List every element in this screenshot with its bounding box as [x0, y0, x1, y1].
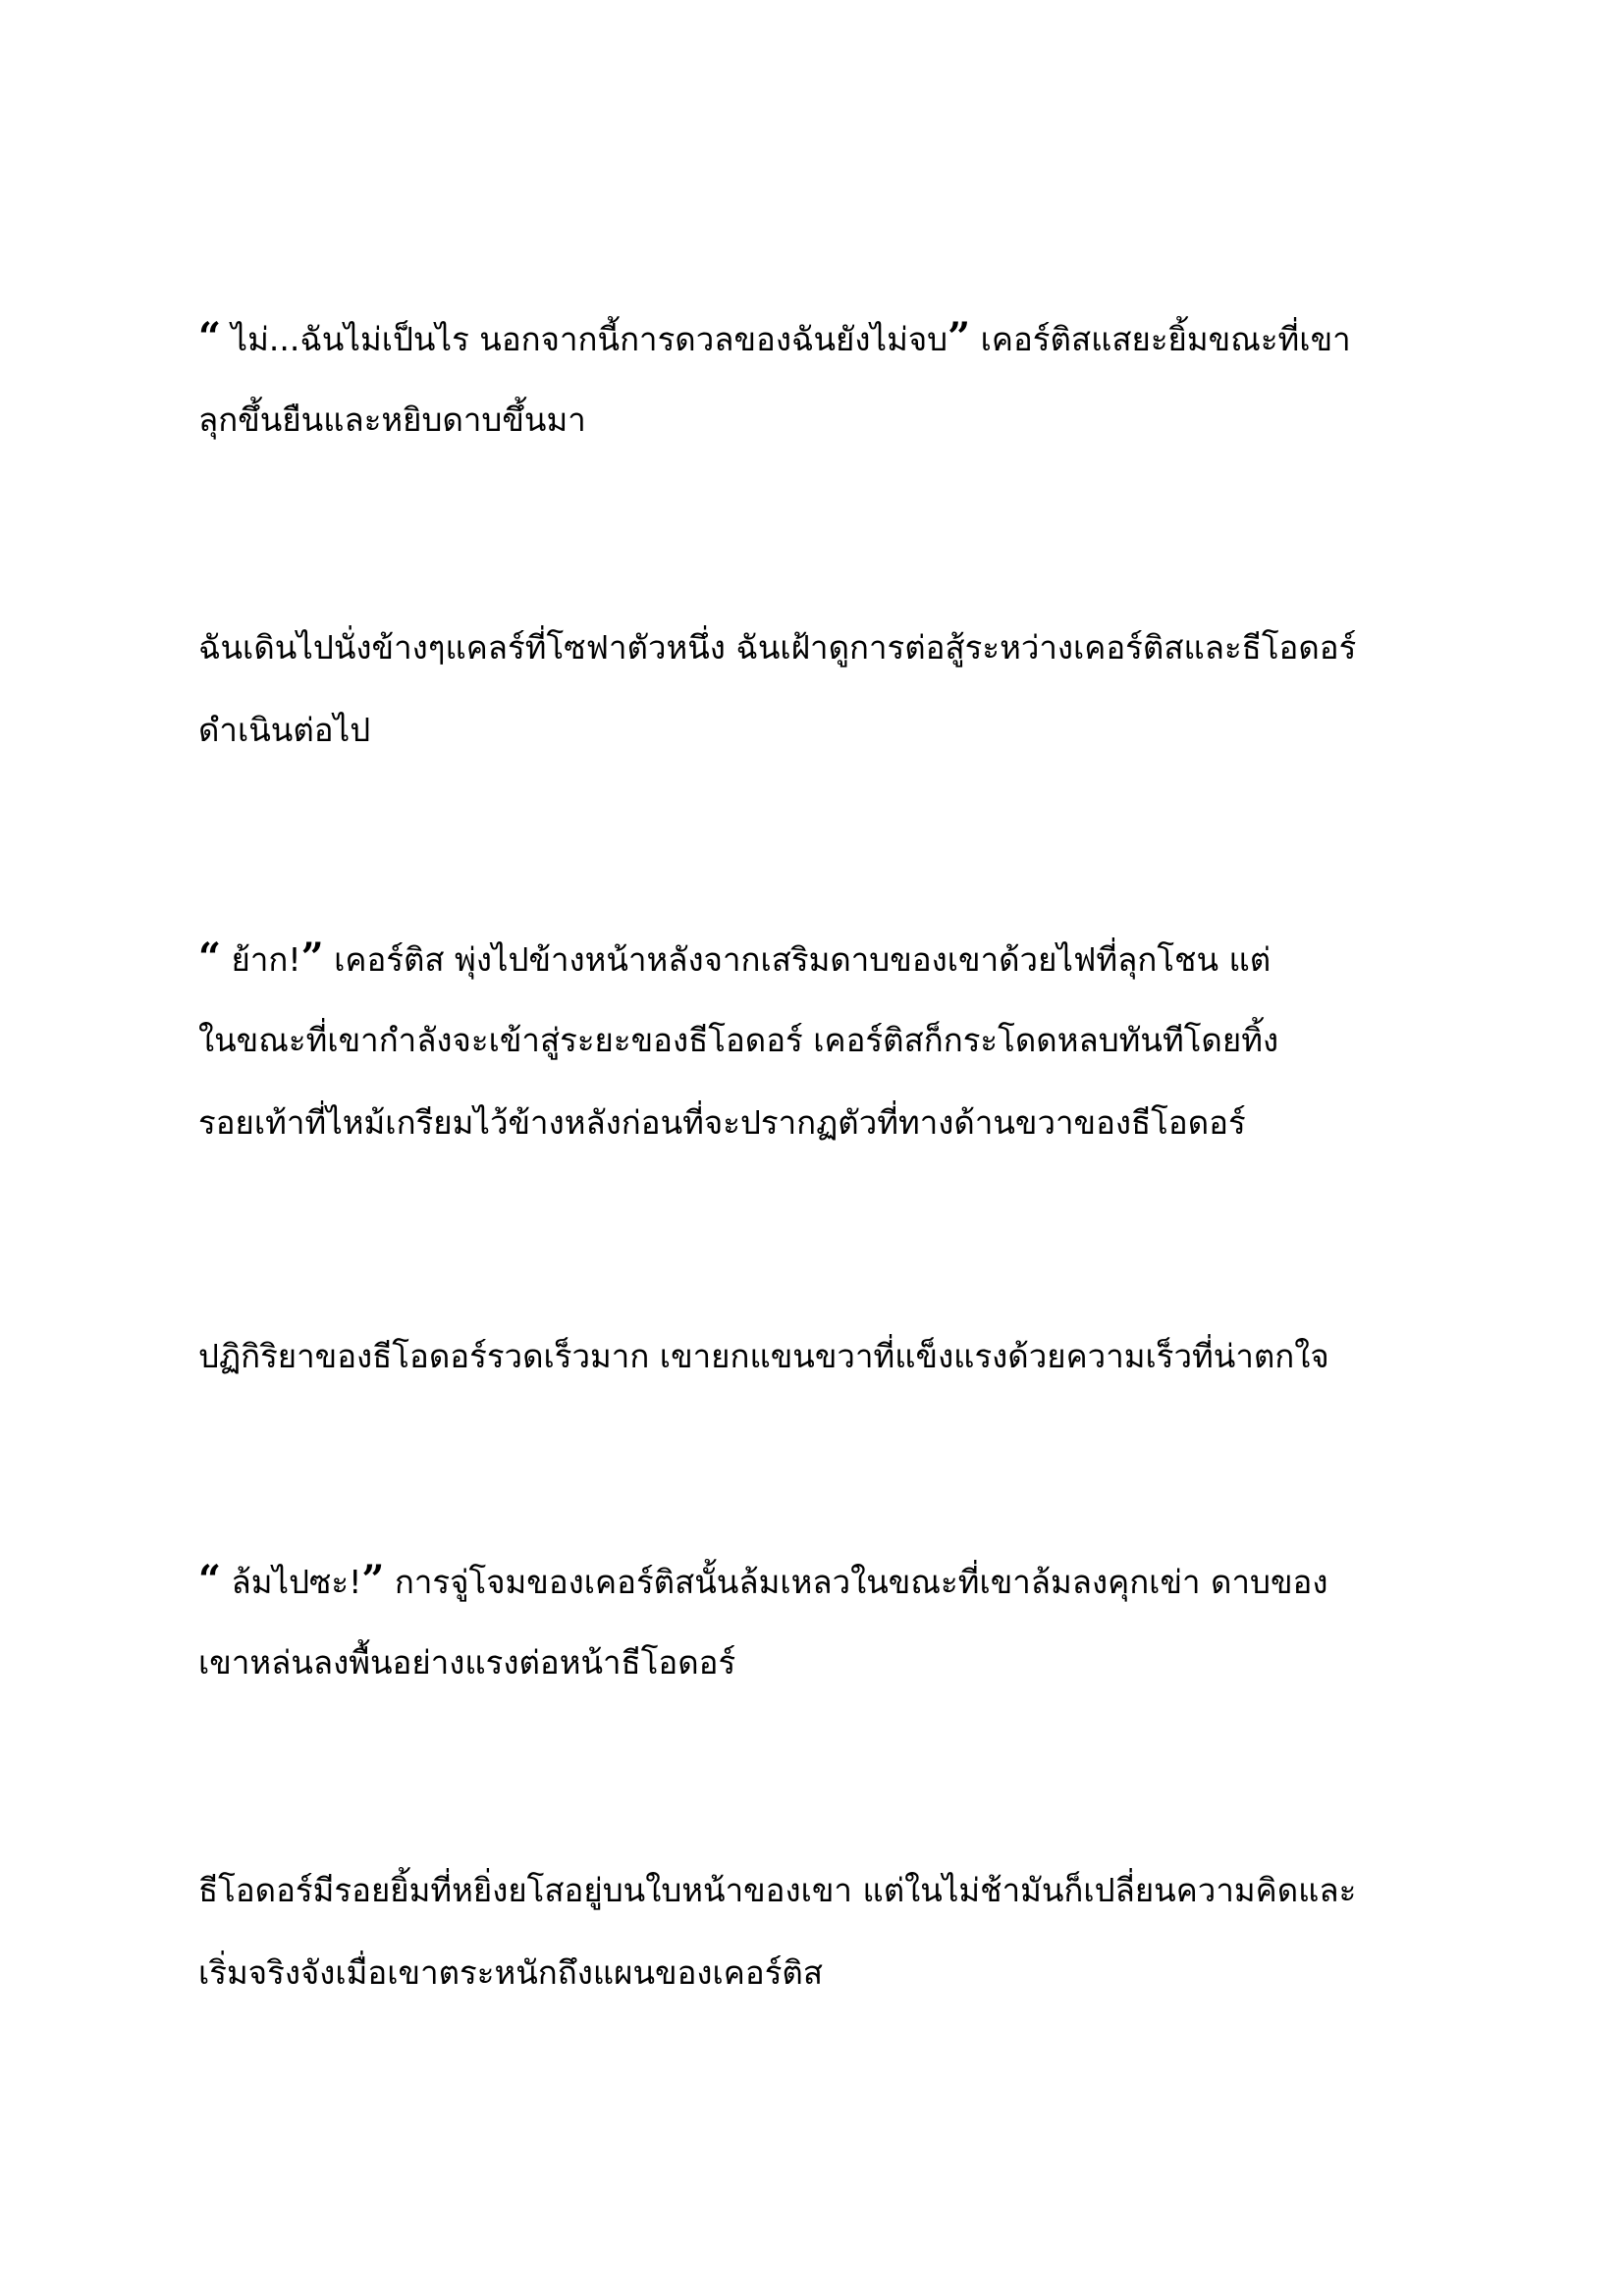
narration-text: เคอร์ติส พุ่งไปข้างหน้าหลังจากเสริมดาบของเขาด้วยไฟที่ลุกโชน แต่ — [323, 940, 1272, 979]
close-quote-mark: ” — [361, 1557, 385, 1603]
paragraph-2 — [198, 607, 1465, 772]
paragraph-line — [198, 1539, 1465, 1622]
paragraph-line: ในขณะที่เขากำลังจะเข้าสู่ระยะของธีโอดอร์ เคอร์ติสก็กระโดดหลบทันทีโดยทิ้ง — [198, 1021, 1279, 1059]
close-quote-mark: ” — [300, 934, 324, 981]
open-quote-mark: “ — [198, 934, 222, 981]
paragraph-line: ฉันเดินไปนั่งข้างๆแคลร์ที่โซฟาตัวหนึ่ง ฉันเฝ้าดูการต่อสู้ระหว่างเคอร์ติสและธีโอดอร์ — [198, 628, 1357, 667]
paragraph-line: เขาหล่นลงพื้นอย่างแรงต่อหน้าธีโอดอร์ — [198, 1643, 736, 1682]
open-quote-mark: “ — [198, 314, 222, 360]
paragraph-5 — [198, 1539, 1465, 1704]
paragraph-line: ธีโอดอร์มีรอยยิ้มที่หยิ่งยโสอยู่บนใบหน้าของเขา แต่ในไม่ช้ามันก็เปลี่ยนความคิดและ — [198, 1871, 1357, 1909]
paragraph-line: ปฏิกิริยาของธีโอดอร์รวดเร็วมาก เขายกแขนขวาที่แข็งแรงด้วยความเร็วที่น่าตกใจ — [198, 1337, 1329, 1375]
paragraph-line: เริ่มจริงจังเมื่อเขาตระหนักถึงแผนของเคอร์ติส — [198, 1953, 823, 1992]
paragraph-1 — [198, 296, 1465, 461]
close-quote-mark: ” — [947, 314, 971, 360]
paragraph-3 — [198, 917, 1465, 1164]
paragraph-line: ดำเนินต่อไป — [198, 711, 371, 749]
narration-text: เคอร์ติสแสยะยิ้มขณะที่เขา — [970, 320, 1351, 358]
dialogue-text: ไม่...ฉันไม่เป็นไร นอกจากนี้การดวลของฉันยังไม่จบ — [221, 320, 948, 358]
paragraph-line — [198, 296, 1465, 379]
open-quote-mark: “ — [198, 1557, 222, 1603]
dialogue-text: ย้าก! — [221, 940, 301, 979]
paragraph-4 — [198, 1315, 1465, 1398]
narration-text: การจู่โจมของเคอร์ติสนั้นล้มเหลวในขณะที่เขาล้มลงคุกเข่า ดาบของ — [384, 1563, 1328, 1601]
paragraph-line: ลุกขึ้นยืนและหยิบดาบขึ้นมา — [198, 400, 586, 439]
paragraph-line: รอยเท้าที่ไหม้เกรียมไว้ข้างหลังก่อนที่จะปรากฏตัวที่ทางด้านขวาของธีโอดอร์ — [198, 1103, 1246, 1142]
paragraph-6 — [198, 1849, 1465, 2014]
dialogue-text: ล้มไปซะ! — [221, 1563, 362, 1601]
paragraph-line — [198, 917, 1465, 999]
